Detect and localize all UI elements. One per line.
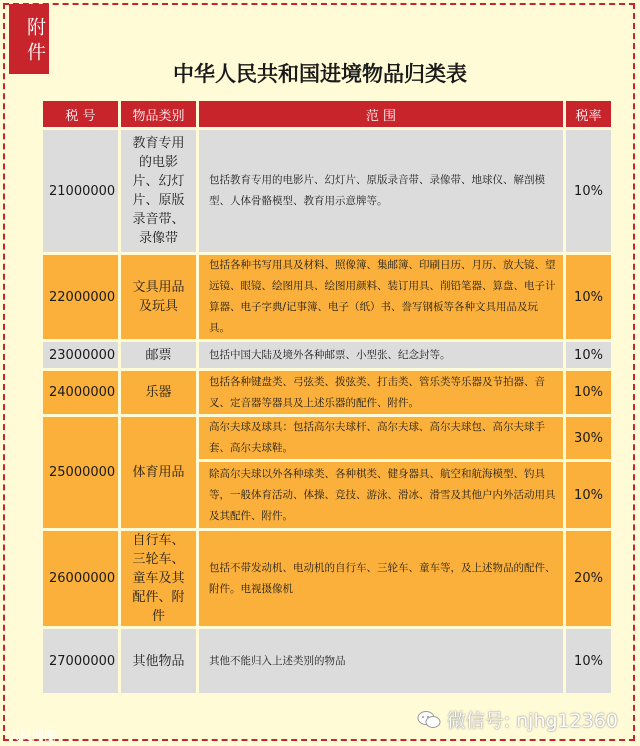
attachment-tag: 附件 xyxy=(9,4,49,74)
page-title: 中华人民共和国进境物品归类表 xyxy=(173,62,467,86)
scope-cell: 包括不带发动机、电动机的自行车、三轮车、童车等，及上述物品的配件、附件。电视摄像机 xyxy=(199,531,563,626)
rate-cell: 10% xyxy=(566,130,611,252)
wechat-watermark xyxy=(417,706,618,733)
header-category: 物品类别 xyxy=(121,101,196,127)
table-header-row xyxy=(43,101,611,127)
wechat-id-text: 微信号: njhg12360 xyxy=(446,710,618,732)
header-tax-code: 税 号 xyxy=(43,101,118,127)
source-watermark: 人民网图 xyxy=(8,729,57,743)
scope-cell: 其他不能归入上述类别的物品 xyxy=(199,629,563,693)
scope-cell: 包括教育专用的电影片、幻灯片、原版录音带、录像带、地球仪、解剖模型、人体骨骼模型、教育用示意牌等。 xyxy=(199,130,563,252)
rate-cell: 30% xyxy=(566,417,611,459)
category-cell: 邮票 xyxy=(121,342,196,368)
category-cell: 其他物品 xyxy=(121,629,196,693)
tax-code-cell: 25000000 xyxy=(43,417,118,528)
tax-code-cell: 22000000 xyxy=(43,255,118,339)
table-row xyxy=(43,371,611,414)
table-row xyxy=(43,342,611,368)
wechat-icon xyxy=(417,710,441,730)
rate-cell: 10% xyxy=(566,371,611,414)
category-cell: 文具用品及玩具 xyxy=(121,255,196,339)
rate-cell: 10% xyxy=(566,342,611,368)
rate-cell: 10% xyxy=(566,255,611,339)
rate-cell: 20% xyxy=(566,531,611,626)
category-cell: 自行车、三轮车、童车及其配件、附件 xyxy=(121,531,196,626)
tax-code-cell: 23000000 xyxy=(43,342,118,368)
scope-cell: 包括中国大陆及境外各种邮票、小型张、纪念封等。 xyxy=(199,342,563,368)
table-row xyxy=(43,629,611,693)
table-row xyxy=(43,255,611,339)
table-row xyxy=(43,417,611,459)
category-cell: 教育专用的电影片、幻灯片、原版录音带、录像带 xyxy=(121,130,196,252)
scope-cell: 除高尔夫球以外各种球类、各种棋类、健身器具、航空和航海模型、钓具等，一般体育活动、体操、竞技、游泳、滑冰、滑雪及其他户内外活动用具及其配件、附件。 xyxy=(199,462,563,528)
header-scope: 范 围 xyxy=(199,101,563,127)
rate-cell: 10% xyxy=(566,462,611,528)
scope-cell: 包括各种书写用具及材料、照像簿、集邮簿、印刷日历、月历、放大镜、望远镜、眼镜、绘图用具、绘图用颜料、装订用具、削铅笔器、算盘、电子计算器、电子字典/记事簿、电子（纸）书、誊写钢板等各种文具用品及玩具。 xyxy=(199,255,563,339)
classification-table xyxy=(40,98,614,696)
scope-cell: 包括各种键盘类、弓弦类、拨弦类、打击类、管乐类等乐器及节拍器、音叉、定音器等器具及上述乐器的配件、附件。 xyxy=(199,371,563,414)
rate-cell: 10% xyxy=(566,629,611,693)
header-rate: 税率 xyxy=(566,101,611,127)
tax-code-cell: 27000000 xyxy=(43,629,118,693)
category-cell: 体育用品 xyxy=(121,417,196,528)
tax-code-cell: 24000000 xyxy=(43,371,118,414)
table-row xyxy=(43,130,611,252)
scope-cell: 高尔夫球及球具：包括高尔夫球杆、高尔夫球、高尔夫球包、高尔夫球手套、高尔夫球鞋。 xyxy=(199,417,563,459)
category-cell: 乐器 xyxy=(121,371,196,414)
tax-code-cell: 21000000 xyxy=(43,130,118,252)
tax-code-cell: 26000000 xyxy=(43,531,118,626)
table-row xyxy=(43,531,611,626)
